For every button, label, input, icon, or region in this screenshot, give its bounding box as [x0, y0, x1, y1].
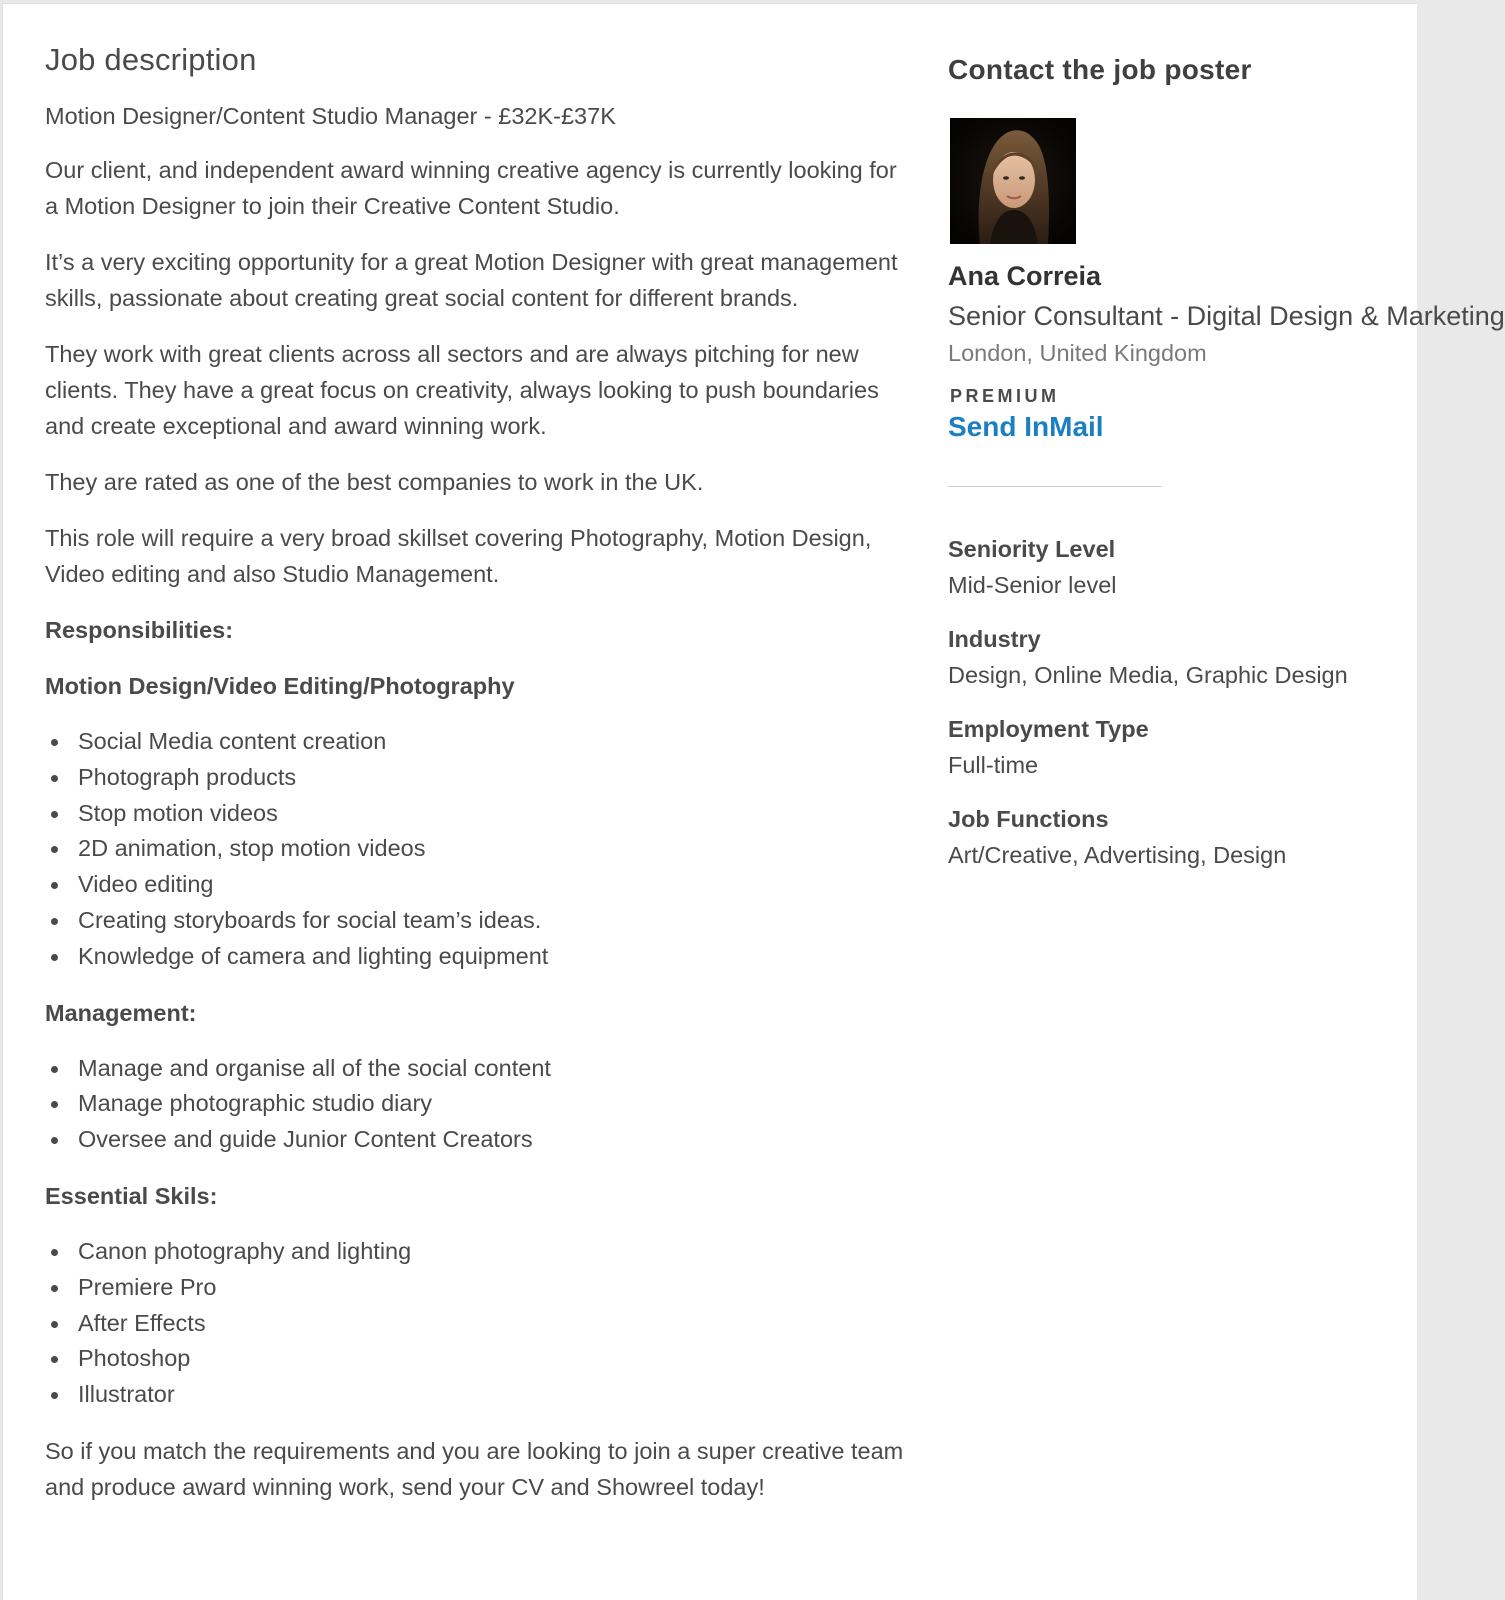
section-title-job-description: Job description [45, 42, 257, 77]
motion-design-list [45, 724, 915, 975]
job-poster-section [948, 52, 1505, 893]
criteria-label: Job Functions [948, 806, 1109, 832]
profile-photo-icon [950, 118, 1076, 244]
section-title-contact-poster: Contact the job poster [948, 54, 1252, 85]
divider [948, 486, 1162, 487]
job-criteria-list [948, 533, 1388, 873]
list-item: Oversee and guide Junior Content Creators [45, 1122, 915, 1158]
poster-name[interactable]: Ana Correia [948, 261, 1102, 291]
list-item: Photoshop [45, 1341, 915, 1377]
premium-label: PREMIUM [950, 386, 1060, 406]
responsibilities-heading: Responsibilities: [45, 617, 234, 643]
job-description-section [45, 40, 915, 1525]
description-paragraph: They work with great clients across all sectors and are always pitching for new clients. They have a great focus on creativity, always looking to push boundaries and create exceptional and award winning work. [45, 341, 879, 439]
list-item: Stop motion videos [45, 796, 915, 832]
management-heading: Management: [45, 999, 197, 1026]
description-paragraph: This role will require a very broad skillset covering Photography, Motion Design, Video editing and also Studio Management. [45, 525, 872, 587]
list-item: Manage and organise all of the social content [45, 1051, 915, 1087]
criteria-label: Seniority Level [948, 536, 1116, 562]
criteria-value: Art/Creative, Advertising, Design [948, 842, 1287, 868]
list-item: Canon photography and lighting [45, 1234, 915, 1270]
description-paragraph: They are rated as one of the best companies to work in the UK. [45, 469, 704, 495]
criteria-item-employment-type [948, 713, 1388, 783]
motion-design-heading: Motion Design/Video Editing/Photography [45, 673, 515, 699]
avatar[interactable] [950, 118, 1076, 244]
criteria-value: Design, Online Media, Graphic Design [948, 662, 1348, 688]
job-headline: Motion Designer/Content Studio Manager - £32K-£37K [45, 103, 616, 129]
job-details-card [2, 3, 1505, 1600]
closing-paragraph: So if you match the requirements and you are looking to join a super creative team and produce award winning work, send your CV and Showreel today! [45, 1437, 904, 1500]
list-item: Creating storyboards for social team’s ideas. [45, 903, 915, 939]
list-item: Video editing [45, 867, 915, 903]
list-item: After Effects [45, 1306, 915, 1342]
poster-title: Senior Consultant - Digital Design & Marketing [948, 301, 1505, 331]
poster-location: London, United Kingdom [948, 340, 1207, 366]
criteria-value: Full-time [948, 752, 1039, 778]
criteria-item-seniority [948, 533, 1388, 603]
criteria-label: Industry [948, 626, 1041, 652]
send-inmail-button[interactable]: Send InMail [948, 411, 1104, 442]
criteria-label: Employment Type [948, 716, 1149, 742]
list-item: Premiere Pro [45, 1270, 915, 1306]
essential-skills-heading: Essential Skils: [45, 1182, 218, 1209]
list-item: 2D animation, stop motion videos [45, 831, 915, 867]
description-paragraph: It’s a very exciting opportunity for a great Motion Designer with great management skills, passionate about creating great social content for different brands. [45, 249, 898, 311]
list-item: Illustrator [45, 1377, 915, 1413]
criteria-value: Mid-Senior level [948, 572, 1117, 598]
description-paragraph: Our client, and independent award winning creative agency is currently looking for a Motion Designer to join their Creative Content Studio. [45, 157, 897, 219]
list-item: Photograph products [45, 760, 915, 796]
criteria-item-industry [948, 623, 1388, 693]
list-item: Social Media content creation [45, 724, 915, 760]
essential-skills-list [45, 1234, 915, 1413]
list-item: Knowledge of camera and lighting equipment [45, 939, 915, 975]
criteria-item-job-functions [948, 803, 1388, 873]
management-list [45, 1051, 915, 1158]
list-item: Manage photographic studio diary [45, 1086, 915, 1122]
